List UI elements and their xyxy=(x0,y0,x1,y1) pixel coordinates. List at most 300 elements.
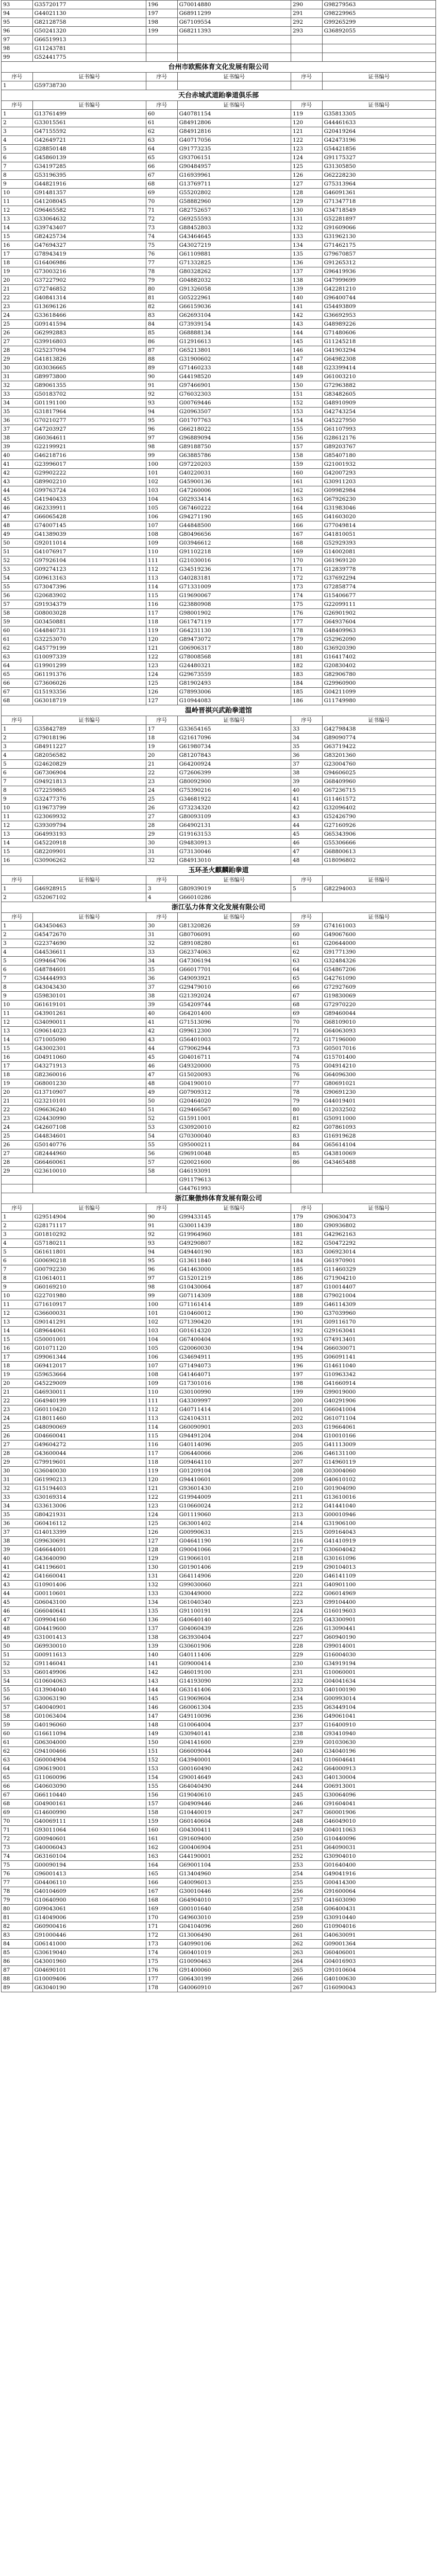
seq-cell: 6 xyxy=(2,965,33,974)
cert-cell: G69930010 xyxy=(32,1642,146,1651)
seq-cell: 91 xyxy=(146,381,177,390)
seq-cell: 132 xyxy=(146,1581,177,1589)
seq-cell: 121 xyxy=(291,127,322,136)
seq-cell: 266 xyxy=(291,1975,322,1984)
seq-cell: 3 xyxy=(146,885,177,893)
cert-cell: G64040490 xyxy=(177,1782,291,1791)
cert-cell xyxy=(322,36,435,44)
table-row xyxy=(2,1843,436,1852)
cert-cell: G24620829 xyxy=(32,760,146,769)
cert-cell: G61107993 xyxy=(322,425,435,434)
cert-cell: G90619001 xyxy=(32,1765,146,1773)
cert-cell: G42743254 xyxy=(322,408,435,416)
table-row xyxy=(2,1167,436,1176)
seq-cell: 95 xyxy=(2,18,33,27)
table-row xyxy=(2,635,436,644)
cert-cell: G76032303 xyxy=(177,390,291,399)
cert-cell: G23610010 xyxy=(32,1167,146,1176)
seq-cell: 99 xyxy=(146,451,177,460)
cert-cell: G78993006 xyxy=(177,688,291,697)
cert-cell: G73234320 xyxy=(177,804,291,812)
cert-cell: G61611801 xyxy=(32,1248,146,1257)
seq-cell: 43 xyxy=(291,812,322,821)
seq-cell: 35 xyxy=(146,965,177,974)
table-row xyxy=(2,839,436,848)
header-cert: 证书编号 xyxy=(177,876,291,885)
cert-cell: G74913401 xyxy=(322,1335,435,1344)
cert-cell: G26901902 xyxy=(322,609,435,618)
table-row xyxy=(2,1782,436,1791)
seq-cell: 2 xyxy=(2,930,33,939)
seq-cell: 174 xyxy=(291,591,322,600)
cert-cell: G49061041 xyxy=(322,1712,435,1721)
cert-cell: G45472670 xyxy=(32,930,146,939)
table-row xyxy=(2,1554,436,1563)
seq-cell: 135 xyxy=(146,1607,177,1616)
seq-cell: 11 xyxy=(2,1300,33,1309)
cert-cell: G14013399 xyxy=(32,1528,146,1537)
seq-cell: 40 xyxy=(2,1554,33,1563)
cert-cell: G11461572 xyxy=(322,795,435,804)
table-row xyxy=(2,574,436,583)
seq-cell: 194 xyxy=(291,1344,322,1353)
cert-cell: G16004030 xyxy=(322,1651,435,1659)
seq-cell xyxy=(291,1167,322,1176)
cert-cell: G63160104 xyxy=(32,1852,146,1861)
cert-cell: G61619101 xyxy=(32,1001,146,1009)
seq-cell: 13 xyxy=(2,830,33,839)
seq-cell: 105 xyxy=(146,1344,177,1353)
cert-cell: G61071104 xyxy=(322,1414,435,1423)
seq-cell: 230 xyxy=(291,1659,322,1668)
table-row xyxy=(2,1158,436,1167)
cert-cell: G19964960 xyxy=(177,1230,291,1239)
cert-cell: G91010604 xyxy=(322,1966,435,1975)
seq-cell: 143 xyxy=(146,1677,177,1686)
cert-cell: G80691021 xyxy=(322,1079,435,1088)
cert-cell: G44461633 xyxy=(322,118,435,127)
cert-cell: G90141291 xyxy=(32,1318,146,1327)
seq-cell: 3 xyxy=(2,742,33,751)
cert-cell: G50472292 xyxy=(322,1239,435,1248)
table-row xyxy=(2,1878,436,1887)
seq-cell xyxy=(146,1184,177,1193)
cert-cell: G09001364 xyxy=(322,1940,435,1948)
cert-cell: G91771390 xyxy=(322,948,435,957)
cert-cell: G89203767 xyxy=(322,443,435,451)
seq-cell: 50 xyxy=(146,1097,177,1106)
cert-cell: G02933414 xyxy=(177,495,291,504)
cert-cell: G01707763 xyxy=(177,416,291,425)
seq-cell: 66 xyxy=(146,162,177,171)
table-row xyxy=(2,1379,436,1388)
cert-cell: G53196395 xyxy=(32,171,146,180)
cert-cell: G07909312 xyxy=(177,1088,291,1097)
cert-cell: G79670857 xyxy=(322,250,435,259)
cert-cell: G89061355 xyxy=(32,381,146,390)
cert-cell: G70014880 xyxy=(177,1,291,9)
seq-cell: 44 xyxy=(2,486,33,495)
seq-cell: 42 xyxy=(146,1027,177,1036)
cert-cell: G23069932 xyxy=(32,812,146,821)
seq-cell: 123 xyxy=(146,1502,177,1511)
seq-cell: 51 xyxy=(2,1651,33,1659)
seq-cell: 180 xyxy=(291,1222,322,1230)
cert-cell: G55306666 xyxy=(322,839,435,848)
seq-cell: 107 xyxy=(146,521,177,530)
seq-cell: 136 xyxy=(146,1616,177,1624)
table-row xyxy=(2,294,436,302)
seq-cell: 10 xyxy=(2,1292,33,1300)
header-cert: 证书编号 xyxy=(322,913,435,922)
seq-cell: 23 xyxy=(2,302,33,311)
seq-cell: 183 xyxy=(291,670,322,679)
cert-cell: G97926104 xyxy=(32,556,146,565)
cert-cell: G52426790 xyxy=(322,812,435,821)
cert-cell: G55202802 xyxy=(177,189,291,197)
seq-cell: 120 xyxy=(146,1476,177,1484)
seq-cell: 12 xyxy=(2,821,33,830)
cert-cell: G89108280 xyxy=(177,939,291,948)
cert-cell: G45220918 xyxy=(32,839,146,848)
cert-cell: G44840731 xyxy=(32,626,146,635)
seq-cell: 9 xyxy=(2,180,33,189)
seq-cell: 36 xyxy=(291,751,322,760)
cert-cell: G84912816 xyxy=(177,127,291,136)
seq-cell: 75 xyxy=(146,241,177,250)
seq-cell: 93 xyxy=(146,399,177,408)
seq-cell: 147 xyxy=(146,1712,177,1721)
cert-cell: G89090774 xyxy=(322,734,435,742)
seq-cell: 54 xyxy=(2,1677,33,1686)
seq-cell: 73 xyxy=(2,1843,33,1852)
seq-cell: 66 xyxy=(2,679,33,688)
seq-cell: 226 xyxy=(291,1624,322,1633)
seq-cell: 164 xyxy=(291,504,322,513)
seq-cell: 29 xyxy=(2,355,33,364)
cert-cell: G40104609 xyxy=(32,1887,146,1896)
table-row xyxy=(2,434,436,443)
cert-cell: G30161096 xyxy=(322,1554,435,1563)
table-row xyxy=(2,1362,436,1370)
seq-cell: 5 xyxy=(291,885,322,893)
cert-cell: G32096402 xyxy=(322,804,435,812)
cert-cell: G99104400 xyxy=(322,1598,435,1607)
seq-cell: 141 xyxy=(291,302,322,311)
cert-cell: G13761499 xyxy=(32,110,146,118)
seq-cell: 63 xyxy=(146,136,177,145)
seq-cell: 58 xyxy=(146,1167,177,1176)
table-row xyxy=(2,1440,436,1449)
cert-cell: G00406904 xyxy=(177,1843,291,1852)
table-row xyxy=(2,1053,436,1062)
seq-cell: 131 xyxy=(146,1572,177,1581)
cert-cell: G66040641 xyxy=(32,1607,146,1616)
cert-cell: G41463000 xyxy=(177,1265,291,1274)
cert-cell: G22701980 xyxy=(32,1292,146,1300)
seq-cell: 84 xyxy=(291,1141,322,1149)
cert-cell: G05017016 xyxy=(322,1044,435,1053)
cert-cell: G36040030 xyxy=(32,1467,146,1476)
cert-cell: G40114096 xyxy=(177,1440,291,1449)
cert-cell: G14600990 xyxy=(32,1808,146,1817)
cert-cell: G40100630 xyxy=(322,1975,435,1984)
cert-cell: G82444960 xyxy=(32,1149,146,1158)
header-seq: 序号 xyxy=(2,716,33,725)
seq-cell: 190 xyxy=(291,1309,322,1318)
seq-cell: 215 xyxy=(291,1528,322,1537)
cert-cell: G16090043 xyxy=(322,1984,435,1992)
seq-cell: 2 xyxy=(2,893,33,902)
cert-cell: G40781154 xyxy=(177,110,291,118)
seq-cell: 217 xyxy=(291,1546,322,1554)
cert-cell: G75313964 xyxy=(322,180,435,189)
seq-cell: 22 xyxy=(146,769,177,777)
table-row xyxy=(2,1176,436,1184)
cert-cell: G29960900 xyxy=(322,679,435,688)
seq-cell: 70 xyxy=(291,1018,322,1027)
certificate-table xyxy=(1,0,436,1992)
cert-cell: G46218716 xyxy=(32,451,146,460)
seq-cell: 264 xyxy=(291,1957,322,1966)
cert-cell: G19830069 xyxy=(322,992,435,1001)
cert-cell: G66010286 xyxy=(177,893,291,902)
table-row xyxy=(2,688,436,697)
cert-cell: G65213801 xyxy=(177,346,291,355)
seq-cell: 175 xyxy=(291,600,322,609)
seq-cell: 44 xyxy=(291,821,322,830)
cert-cell: G56401003 xyxy=(177,1036,291,1044)
cert-cell: G40610102 xyxy=(322,1476,435,1484)
cert-cell: G91604041 xyxy=(322,1800,435,1808)
cert-cell: G61109881 xyxy=(177,250,291,259)
table-row xyxy=(2,1730,436,1738)
table-row xyxy=(2,1966,436,1975)
cert-cell: G06043100 xyxy=(32,1598,146,1607)
seq-cell: 166 xyxy=(291,521,322,530)
cert-cell: G47694327 xyxy=(32,241,146,250)
cert-cell: G91175327 xyxy=(322,154,435,162)
seq-cell: 182 xyxy=(291,662,322,670)
table-row xyxy=(2,469,436,478)
header-seq: 序号 xyxy=(146,716,177,725)
cert-cell: G09904160 xyxy=(32,1616,146,1624)
seq-cell: 220 xyxy=(291,1572,322,1581)
table-row xyxy=(2,1009,436,1018)
cert-cell: G31962130 xyxy=(322,232,435,241)
cert-cell: G71161414 xyxy=(177,1300,291,1309)
cert-cell: G37227902 xyxy=(32,276,146,285)
table-row xyxy=(2,751,436,760)
seq-cell: 77 xyxy=(2,1878,33,1887)
table-row xyxy=(2,180,436,189)
seq-cell: 106 xyxy=(146,513,177,521)
column-header-row xyxy=(2,913,436,922)
cert-cell: G34444993 xyxy=(32,974,146,983)
table-row xyxy=(2,1388,436,1397)
cert-cell: G80421931 xyxy=(32,1511,146,1519)
cert-cell: G63141406 xyxy=(177,1686,291,1694)
table-row xyxy=(2,1826,436,1835)
table-row xyxy=(2,1659,436,1668)
seq-cell xyxy=(291,81,322,90)
column-header-row xyxy=(2,73,436,81)
seq-cell: 68 xyxy=(2,1800,33,1808)
cert-cell: G45227950 xyxy=(322,416,435,425)
seq-cell: 82 xyxy=(291,1123,322,1132)
table-row xyxy=(2,285,436,294)
seq-cell: 292 xyxy=(291,18,322,27)
seq-cell: 41 xyxy=(146,1018,177,1027)
seq-cell: 67 xyxy=(2,1791,33,1800)
seq-cell: 92 xyxy=(146,390,177,399)
seq-cell: 195 xyxy=(291,1353,322,1362)
seq-cell: 61 xyxy=(2,1738,33,1747)
cert-cell: G28171117 xyxy=(32,1222,146,1230)
cert-cell: G96400744 xyxy=(322,294,435,302)
cert-cell xyxy=(177,81,291,90)
cert-cell: G67460222 xyxy=(177,504,291,513)
table-row xyxy=(2,777,436,786)
seq-cell: 234 xyxy=(291,1694,322,1703)
seq-cell: 26 xyxy=(2,1432,33,1440)
header-cert: 证书编号 xyxy=(32,73,146,81)
seq-cell: 142 xyxy=(146,1668,177,1677)
seq-cell: 186 xyxy=(291,697,322,705)
seq-cell: 198 xyxy=(291,1379,322,1388)
table-row xyxy=(2,1791,436,1800)
cert-cell: G90104013 xyxy=(322,1563,435,1572)
table-row xyxy=(2,495,436,504)
table-row xyxy=(2,1668,436,1677)
cert-cell: G47306194 xyxy=(177,957,291,965)
seq-cell: 144 xyxy=(146,1686,177,1694)
table-row xyxy=(2,27,436,36)
section-title-row xyxy=(2,705,436,716)
cert-cell: G97466901 xyxy=(177,381,291,390)
table-row xyxy=(2,1300,436,1309)
seq-cell: 36 xyxy=(146,974,177,983)
cert-cell: G00792230 xyxy=(32,1265,146,1274)
seq-cell: 241 xyxy=(291,1756,322,1765)
cert-cell: G04041634 xyxy=(322,1677,435,1686)
seq-cell: 21 xyxy=(2,1097,33,1106)
cert-cell: G46644001 xyxy=(32,1546,146,1554)
cert-cell: G17196000 xyxy=(322,1036,435,1044)
seq-cell: 34 xyxy=(2,1502,33,1511)
cert-cell xyxy=(322,893,435,902)
table-row xyxy=(2,36,436,44)
table-row xyxy=(2,1913,436,1922)
table-row xyxy=(2,1132,436,1141)
seq-cell: 259 xyxy=(291,1913,322,1922)
table-row xyxy=(2,1027,436,1036)
cert-cell: G09464110 xyxy=(177,1458,291,1467)
cert-cell: G10460012 xyxy=(177,1309,291,1318)
cert-cell: G00990631 xyxy=(177,1528,291,1537)
cert-cell: G13904040 xyxy=(32,1686,146,1694)
seq-cell: 118 xyxy=(146,618,177,626)
cert-cell: G66110440 xyxy=(32,1791,146,1800)
cert-cell xyxy=(177,53,291,62)
seq-cell: 27 xyxy=(2,1149,33,1158)
cert-cell: G04016711 xyxy=(177,1053,291,1062)
cert-cell: G90630473 xyxy=(322,1213,435,1222)
header-seq: 序号 xyxy=(291,876,322,885)
header-cert: 证书编号 xyxy=(32,913,146,922)
seq-cell: 96 xyxy=(146,1265,177,1274)
table-row xyxy=(2,513,436,521)
seq-cell: 163 xyxy=(146,1852,177,1861)
cert-cell: G44019401 xyxy=(322,1097,435,1106)
cert-cell: G43271913 xyxy=(32,1062,146,1071)
seq-cell: 96 xyxy=(2,27,33,36)
cert-cell: G42798438 xyxy=(322,725,435,734)
seq-cell: 113 xyxy=(146,574,177,583)
cert-cell: G07114309 xyxy=(177,1292,291,1300)
seq-cell: 52 xyxy=(2,1659,33,1668)
seq-cell: 222 xyxy=(291,1589,322,1598)
seq-cell: 19 xyxy=(2,1079,33,1088)
cert-cell: G90014649 xyxy=(177,1773,291,1782)
cert-cell: G72259865 xyxy=(32,786,146,795)
seq-cell: 184 xyxy=(291,1257,322,1265)
cert-cell: G40901100 xyxy=(322,1581,435,1589)
cert-cell: G42473196 xyxy=(322,136,435,145)
seq-cell: 11 xyxy=(2,197,33,206)
seq-cell: 69 xyxy=(291,1009,322,1018)
seq-cell: 38 xyxy=(291,769,322,777)
seq-cell: 70 xyxy=(2,1817,33,1826)
cert-cell: G62228230 xyxy=(322,171,435,180)
cert-cell: G73003216 xyxy=(32,267,146,276)
seq-cell: 202 xyxy=(291,1414,322,1423)
cert-cell: G69001104 xyxy=(177,1861,291,1870)
cert-cell: G80092900 xyxy=(177,777,291,786)
cert-cell: G64904010 xyxy=(177,1896,291,1905)
cert-cell: G99464706 xyxy=(32,957,146,965)
cert-cell: G60406001 xyxy=(322,1948,435,1957)
cert-cell: G18096802 xyxy=(322,856,435,865)
seq-cell: 66 xyxy=(2,1782,33,1791)
table-row xyxy=(2,1607,436,1616)
cert-cell: G31900602 xyxy=(177,355,291,364)
seq-cell: 22 xyxy=(2,1397,33,1405)
cert-cell: G46141109 xyxy=(322,1572,435,1581)
header-seq: 序号 xyxy=(291,73,322,81)
seq-cell: 29 xyxy=(2,1167,33,1176)
seq-cell: 45 xyxy=(2,495,33,504)
table-row xyxy=(2,1484,436,1493)
seq-cell: 59 xyxy=(2,618,33,626)
seq-cell: 118 xyxy=(146,1458,177,1467)
seq-cell: 125 xyxy=(146,679,177,688)
seq-cell: 129 xyxy=(146,1554,177,1563)
cert-cell: G35813305 xyxy=(322,110,435,118)
seq-cell: 97 xyxy=(2,36,33,44)
seq-cell: 213 xyxy=(291,1511,322,1519)
seq-cell: 291 xyxy=(291,9,322,18)
cert-cell: G24104311 xyxy=(177,1414,291,1423)
cert-cell: G13769711 xyxy=(177,180,291,189)
table-row xyxy=(2,1335,436,1344)
seq-cell: 57 xyxy=(2,600,33,609)
cert-cell: G04911060 xyxy=(32,1053,146,1062)
cert-cell: G68911299 xyxy=(177,9,291,18)
seq-cell: 238 xyxy=(291,1730,322,1738)
seq-cell: 231 xyxy=(291,1668,322,1677)
cert-cell: G22199921 xyxy=(32,443,146,451)
